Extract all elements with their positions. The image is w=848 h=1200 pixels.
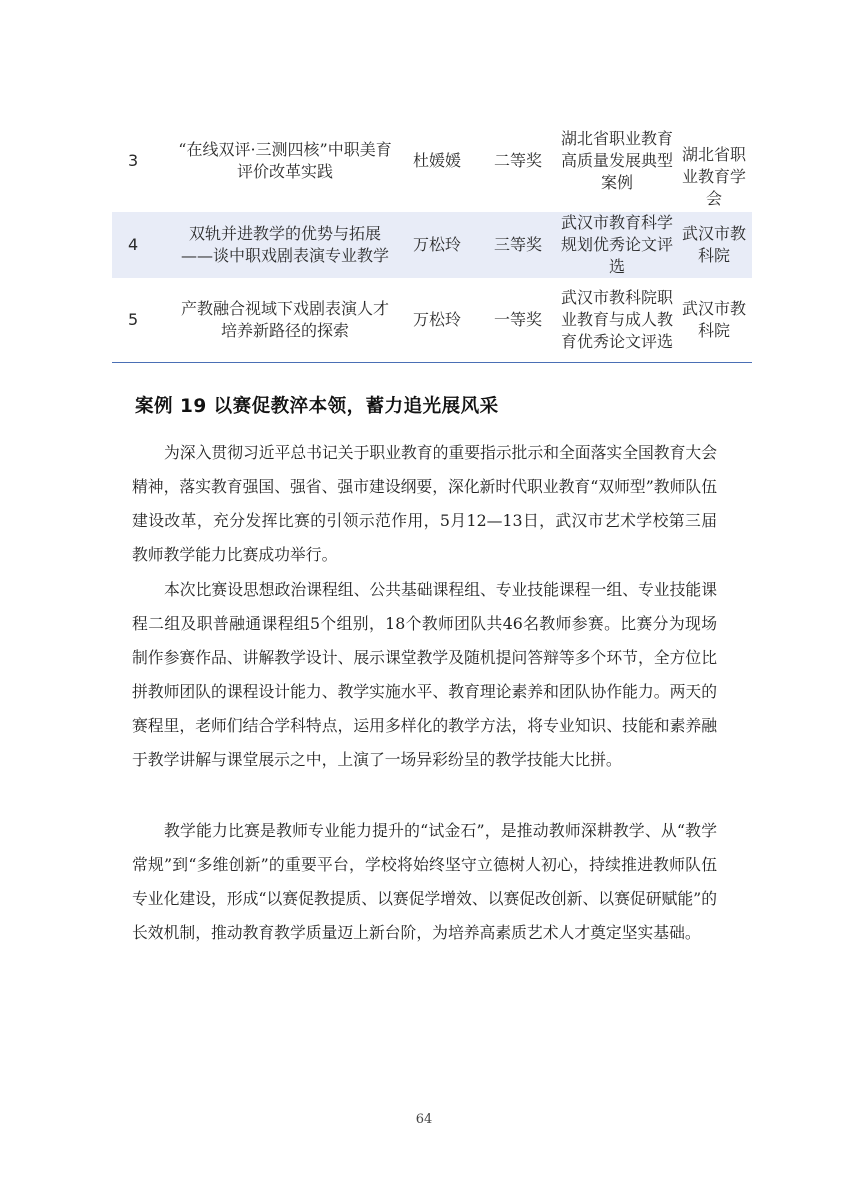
award-level: 三等奖 [478,212,558,278]
body-paragraph: 教学能力比赛是教师专业能力提升的“试金石”，是推动教师深耕教学、从“教学常规”到“多维创新”的重要平台，学校将始终坚守立德树人初心，持续推进教师队伍专业化建设，形成“以赛促教提质、以赛促学增效、以赛促改创新、以赛促研赋能”的长效机制，推动教育教学质量迈上新台阶，为培养高素质艺术人才奠定坚实基础。 [132,821,717,942]
award-event: 湖北省职业教育高质量发展典型案例 [560,129,673,192]
award-event: 武汉市教育科学规划优秀论文评选 [558,212,676,278]
row-number: 3 [128,151,139,170]
row-number: 5 [112,278,174,363]
case-heading: 案例 19 以赛促教淬本领，蓄力追光展风采 [135,396,499,417]
issuing-organization: 武汉市教科院 [676,212,752,278]
achievement-title: 双轨并进教学的优势与拓展——谈中职戏剧表演专业教学 [174,212,396,278]
page-number: 64 [415,1112,433,1127]
award-level: 一等奖 [478,278,558,363]
author: 万松玲 [396,212,478,278]
table-row [112,278,752,363]
table-row [112,212,752,278]
achievement-title: 产教融合视域下戏剧表演人才培养新路径的探索 [174,278,396,363]
issuing-organization: 湖北省职业教育学会 [681,145,746,208]
row-number: 4 [112,212,174,278]
award-event: 武汉市教科院职业教育与成人教育优秀论文评选 [558,278,676,363]
achievement-title: “在线双评·三测四核”中职美育评价改革实践 [178,140,392,181]
issuing-organization: 武汉市教科院 [676,278,752,363]
author: 万松玲 [396,278,478,363]
body-paragraph: 本次比赛设思想政治课程组、公共基础课程组、专业技能课程一组、专业技能课程二组及职普融通课程组5个组别，18个教师团队共46名教师参赛。比赛分为现场制作参赛作品、讲解教学设计、展示课堂教学及随机提问答辩等多个环节，全方位比拼教师团队的课程设计能力、教学实施水平、教育理论素养和团队协作能力。两天的赛程里，老师们结合学科特点，运用多样化的教学方法，将专业知识、技能和素养融于教学讲解与课堂展示之中，上演了一场异彩纷呈的教学技能大比拼。 [132,580,717,769]
awards-table [112,110,752,363]
table-row [112,110,752,212]
author: 杜媛媛 [412,151,461,170]
body-paragraph: 为深入贯彻习近平总书记关于职业教育的重要指示批示和全面落实全国教育大会精神，落实教育强国、强省、强市建设纲要，深化新时代职业教育“双师型”教师队伍建设改革，充分发挥比赛的引领示范作用，5月12—13日，武汉市艺术学校第三届教师教学能力比赛成功举行。 [132,443,717,564]
award-level: 二等奖 [493,151,542,170]
